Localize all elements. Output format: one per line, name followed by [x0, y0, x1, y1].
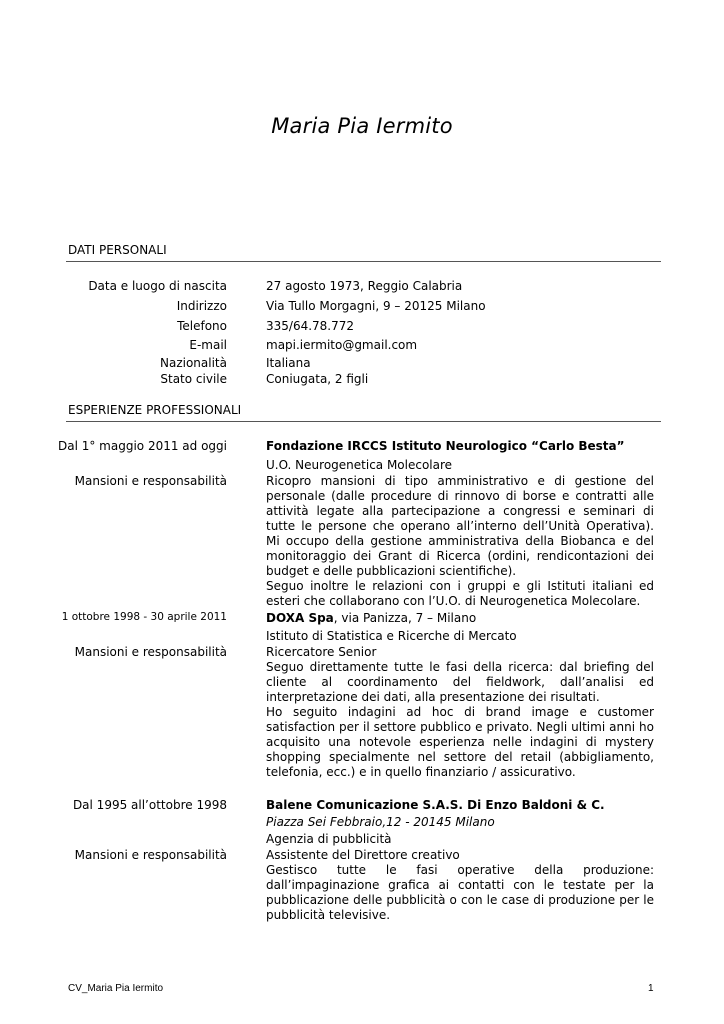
job-company: Balene Comunicazione S.A.S. Di Enzo Baldoni & C.	[266, 798, 605, 812]
footer-page-number: 1	[648, 983, 654, 994]
label-email: E-mail	[189, 338, 227, 352]
label-birth: Data e luogo di nascita	[88, 279, 227, 293]
job-company-line	[266, 611, 654, 626]
job-duty-paragraph: Ho seguito indagini ad hoc di brand image e customer satisfaction per il settore pubblico e privato. Negli ultimi anni ho acquisito una notevole esperienza nelle indagini di mystery shopping specialmente nel settore del retail (abbigliamento, telefonia, ecc.) e in quello finanziario / assicurativo.	[266, 705, 654, 779]
job-period: Dal 1995 all’ottobre 1998	[72, 798, 227, 812]
cv-name: Maria Pia Iermito	[271, 114, 453, 138]
job-address: Piazza Sei Febbraio,12 - 20145 Milano	[266, 815, 495, 829]
job-duty-paragraph: Seguo direttamente tutte le fasi della ricerca: dal briefing del cliente al coordinamento del fieldwork, dall’analisi ed interpretazione dei dati, alla presentazione dei risultati.	[266, 660, 654, 704]
job-duty-paragraph: Seguo inoltre le relazioni con i gruppi e gli Istituti italiani ed esteri che collaborano con l’U.O. di Neurogenetica Molecolare.	[266, 579, 654, 608]
section-divider	[66, 421, 661, 422]
job-role: Ricercatore Senior	[266, 645, 377, 659]
label-phone: Telefono	[177, 319, 227, 333]
section-divider	[66, 261, 661, 262]
value-civil-status: Coniugata, 2 figli	[266, 372, 369, 386]
job-unit: Agenzia di pubblicità	[266, 832, 392, 846]
job-duties-label: Mansioni e responsabilità	[74, 474, 227, 488]
label-nationality: Nazionalità	[160, 356, 227, 370]
section-title-personal: DATI PERSONALI	[68, 243, 167, 257]
job-duty-paragraph: Ricopro mansioni di tipo amministrativo e di gestione del personale (dalle procedure di rinnovo di borse e contratti alle attività legate alla partecipazione a congressi e seminari di tutte le persone che operano all’interno dell’Unità Operativa). Mi occupo della gestione amministrativa della Biobanca e del monitoraggio dei Grant di Ricerca (ordini, rendicontazioni dei budget e delle pubblicazioni scientifiche).	[266, 474, 654, 578]
value-nationality: Italiana	[266, 356, 311, 370]
label-civil-status: Stato civile	[160, 372, 227, 386]
job-role: Assistente del Direttore creativo	[266, 848, 460, 862]
job-company: Fondazione IRCCS Istituto Neurologico “Carlo Besta”	[266, 439, 625, 453]
job-period: Dal 1° maggio 2011 ad oggi	[57, 439, 227, 453]
value-phone: 335/64.78.772	[266, 319, 355, 333]
job-company: DOXA Spa	[266, 611, 334, 625]
job-duties	[266, 863, 654, 923]
value-email: mapi.iermito@gmail.com	[266, 338, 418, 352]
job-duty-paragraph: Gestisco tutte le fasi operative della produzione: dall’impaginazione grafica ai contatti con le testate per la pubblicazione delle pubblicità o con le case di produzione per le pubblicità televisive.	[266, 863, 654, 922]
label-address: Indirizzo	[176, 299, 227, 313]
value-address: Via Tullo Morgagni, 9 – 20125 Milano	[266, 299, 486, 313]
footer-document-name: CV_Maria Pia Iermito	[68, 983, 164, 994]
section-title-experience: ESPERIENZE PROFESSIONALI	[68, 403, 242, 417]
job-duties-label: Mansioni e responsabilità	[74, 645, 227, 659]
job-unit: U.O. Neurogenetica Molecolare	[266, 458, 453, 472]
value-birth: 27 agosto 1973, Reggio Calabria	[266, 279, 463, 293]
job-duties	[266, 474, 654, 609]
job-company-address: , via Panizza, 7 – Milano	[333, 611, 477, 625]
job-unit: Istituto di Statistica e Ricerche di Mercato	[266, 629, 517, 643]
job-period: 1 ottobre 1998 - 30 aprile 2011	[61, 611, 227, 623]
job-duties-label: Mansioni e responsabilità	[74, 848, 227, 862]
job-duties	[266, 660, 654, 780]
